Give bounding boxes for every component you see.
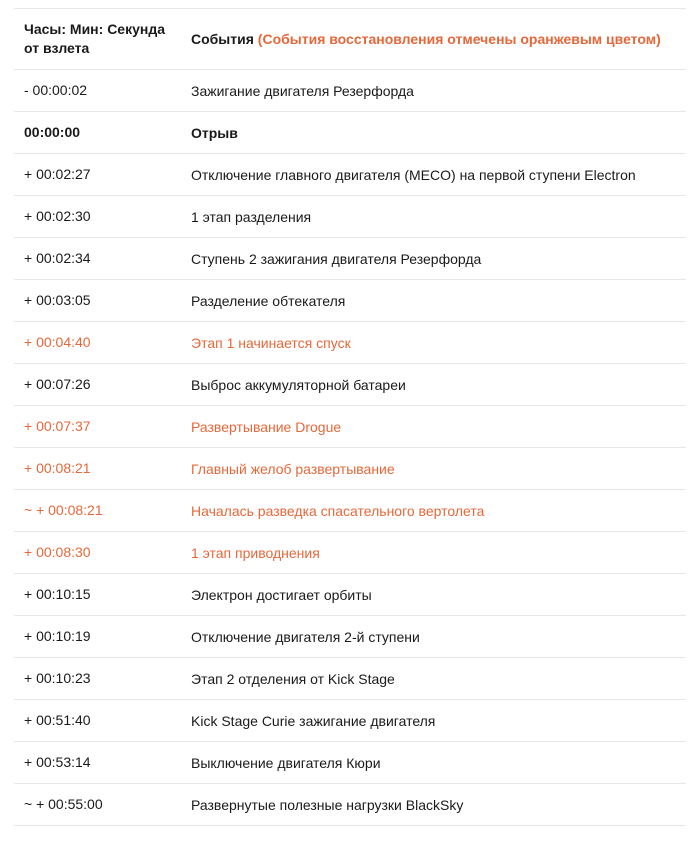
row-event: Развертывание Drogue [191, 418, 342, 435]
row-event: Отрыв [191, 124, 238, 141]
row-time: + 00:08:30 [24, 544, 91, 560]
row-time: ~ + 00:08:21 [24, 502, 103, 518]
table-row [14, 700, 686, 742]
table-row [14, 364, 686, 406]
row-event: Электрон достигает орбиты [191, 586, 372, 603]
row-time: + 00:51:40 [24, 712, 91, 728]
table-row [14, 784, 686, 826]
row-time: + 00:07:26 [24, 376, 91, 392]
row-time: + 00:10:23 [24, 670, 91, 686]
row-event: 1 этап разделения [191, 208, 312, 225]
table-row [14, 70, 686, 112]
row-event: Отключение двигателя 2-й ступени [191, 628, 420, 645]
table-header-row [14, 8, 686, 70]
table-row [14, 532, 686, 574]
row-event: Kick Stage Curie зажигание двигателя [191, 712, 436, 729]
row-time: + 00:02:30 [24, 208, 91, 224]
row-time: ~ + 00:55:00 [24, 796, 103, 812]
launch-timeline-table [14, 8, 686, 826]
row-event: Ступень 2 зажигания двигателя Резерфорда [191, 250, 482, 267]
row-time: + 00:02:34 [24, 250, 91, 266]
table-row [14, 112, 686, 154]
row-time: + 00:04:40 [24, 334, 91, 350]
row-time: - 00:00:02 [24, 82, 88, 98]
table-row [14, 658, 686, 700]
table-row [14, 616, 686, 658]
row-event: Этап 1 начинается спуск [191, 334, 351, 351]
row-time: + 00:53:14 [24, 754, 91, 770]
recovery-events-note: (События восстановления отмечены оранжевым цветом) [257, 31, 661, 47]
table-row [14, 322, 686, 364]
table-row [14, 490, 686, 532]
row-event: Разделение обтекателя [191, 292, 346, 309]
row-event: Развернутые полезные нагрузки BlackSky [191, 796, 464, 813]
row-time: + 00:08:21 [24, 460, 91, 476]
table-row [14, 574, 686, 616]
row-event: Выключение двигателя Кюри [191, 754, 381, 771]
table-row [14, 238, 686, 280]
row-time: + 00:07:37 [24, 418, 91, 434]
row-event: Началась разведка спасательного вертолета [191, 502, 485, 519]
table-row [14, 742, 686, 784]
table-row [14, 280, 686, 322]
row-event: Зажигание двигателя Резерфорда [191, 82, 414, 99]
row-time: 00:00:00 [24, 124, 81, 140]
events-header-label: События [191, 31, 254, 47]
table-row [14, 448, 686, 490]
row-event: 1 этап приводнения [191, 544, 320, 561]
table-row [14, 154, 686, 196]
row-time: + 00:03:05 [24, 292, 91, 308]
row-time: + 00:10:19 [24, 628, 91, 644]
row-event: Отключение главного двигателя (MECO) на первой ступени Electron [191, 166, 636, 183]
row-time: + 00:02:27 [24, 166, 91, 182]
time-column-header: Часы: Мин: Секунда от взлета [24, 21, 166, 56]
table-row [14, 406, 686, 448]
row-event: Главный желоб развертывание [191, 460, 395, 477]
table-row [14, 196, 686, 238]
row-time: + 00:10:15 [24, 586, 91, 602]
row-event: Этап 2 отделения от Kick Stage [191, 670, 395, 687]
row-event: Выброс аккумуляторной батареи [191, 376, 406, 393]
events-column-header [181, 31, 686, 47]
